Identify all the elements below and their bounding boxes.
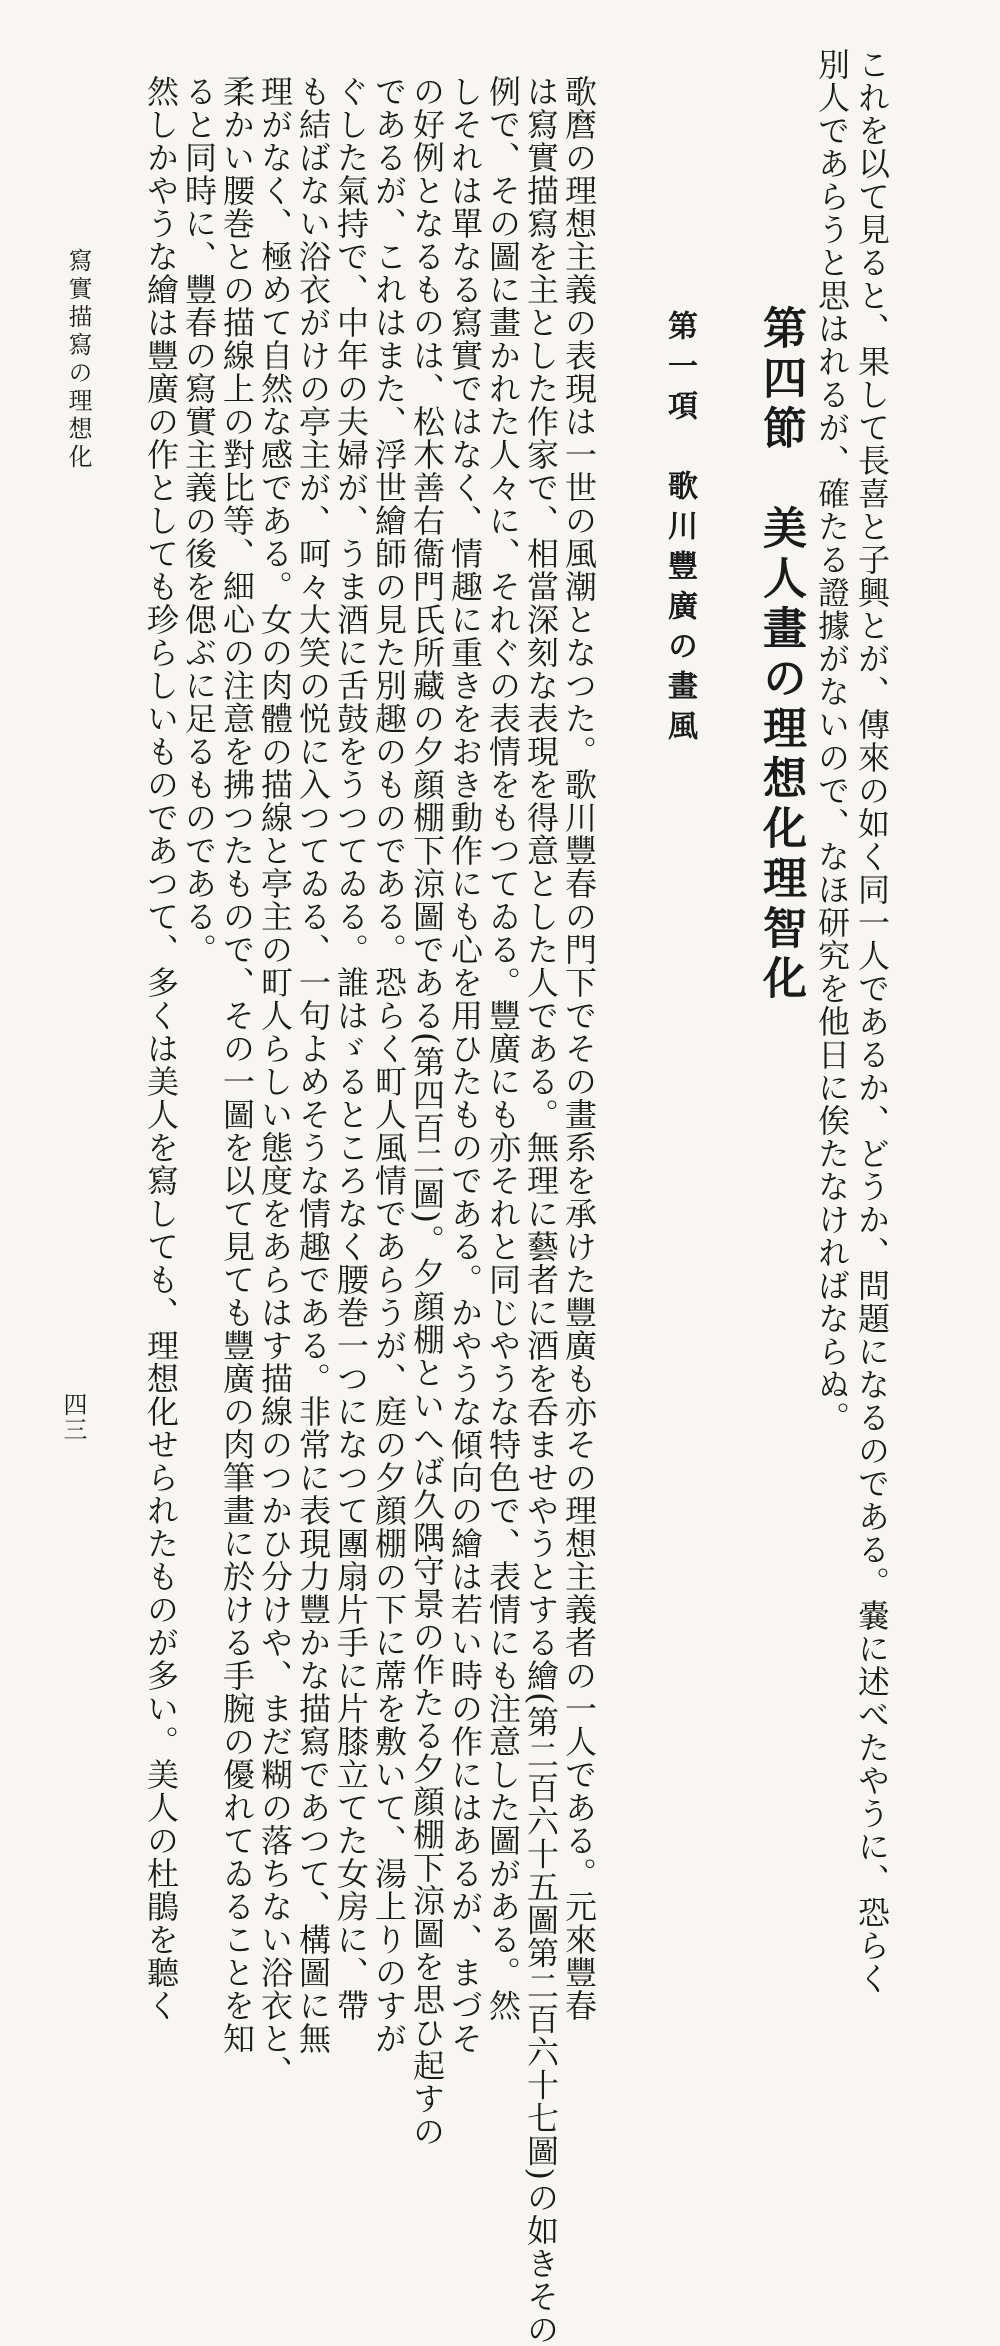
body-column: 柔かい腰巻との描線上の對比等、細心の注意を拂つたもので、その一圖を以て見ても豐廣の肉筆畫に於ける手腕の優れてゐることを知 <box>218 75 256 2055</box>
body-column: も結ばない浴衣がけの亭主が、呵々大笑の悦に入つてゐる、一句よめそうな情趣である。非常に表現力豐かな描寫であつて、構圖に無 <box>294 75 332 2055</box>
running-footer: 寫實描寫の理想化 <box>64 248 92 472</box>
body-column: 歌麿の理想主義の表現は一世の風潮となつた。歌川豐春の門下でその畫系を承けた豐廣も亦その理想主義者の一人である。元來豐春 <box>560 75 598 2022</box>
body-column: ると同時に、豐春の寫實主義の後を偲ぶに足るものである。 <box>180 75 218 966</box>
body-column: は寫實描寫を主とした作家で、相當深刻な表現を得意とした人である。無理に藝者に酒を呑ませやうとする繪(第二百六十五圖第二百六十七圖)の如きその <box>522 75 560 2346</box>
subsection-title: 第一項 歌川豐廣の畫風 <box>662 310 697 750</box>
text-column-2: 別人であらうと思はれるが、確たる證據がないので、なほ研究を他日に俟たなければならぬ。 <box>813 48 851 1434</box>
body-column: の好例となるものは、松木善右衞門氏所藏の夕顔棚下涼圖である(第四百二圖)。夕顔棚といへば久隅守景の作たる夕顔棚下涼圖を思ひ起すの <box>408 75 446 2148</box>
text-column-1: これを以て見ると、果して長喜と子興とが、傳來の如く同一人であるか、どうか、問題になるのである。嚢に述べたやうに、恐らく <box>853 48 891 1995</box>
body-column: 理がなく、極めて自然な感である。女の肉體の描線と亭主の町人らしい態度をあらはす描線のつかひ分けや、まだ糊の落ちない浴衣と、 <box>256 75 294 2088</box>
page-number: 四三 <box>59 1392 87 1442</box>
section-title: 第四節 美人畫の理想化理智化 <box>755 305 806 1005</box>
body-column: であるが、これはまた、浮世繪師の見た別趣のものである。恐らく町人風情であらうが、庭の夕顔棚の下に蓆を敷いて、湯上りのすが <box>370 75 408 2055</box>
body-column: しそれは單なる寫實ではなく、情趣に重きをおき動作にも心を用ひたものである。かやうな傾向の繪は若い時の作にはあるが、まづそ <box>446 75 484 2055</box>
body-column: 例で、その圖に畫かれた人々に、それぐの表情をもつてゐる。豐廣にも亦それと同じやうな特色で、表情にも注意した圖がある。然 <box>484 75 522 2022</box>
body-column: 然しかやうな繪は豐廣の作としても珍らしいものであつて、多くは美人を寫しても、理想化せられたものが多い。美人の杜鵑を聽く <box>142 75 180 2022</box>
body-column: ぐした氣持で、中年の夫婦が、うま酒に舌鼓をうつてゐる。誰はゞるところなく腰巻一つになつて團扇片手に片膝立てた女房に、帶 <box>332 75 370 2022</box>
